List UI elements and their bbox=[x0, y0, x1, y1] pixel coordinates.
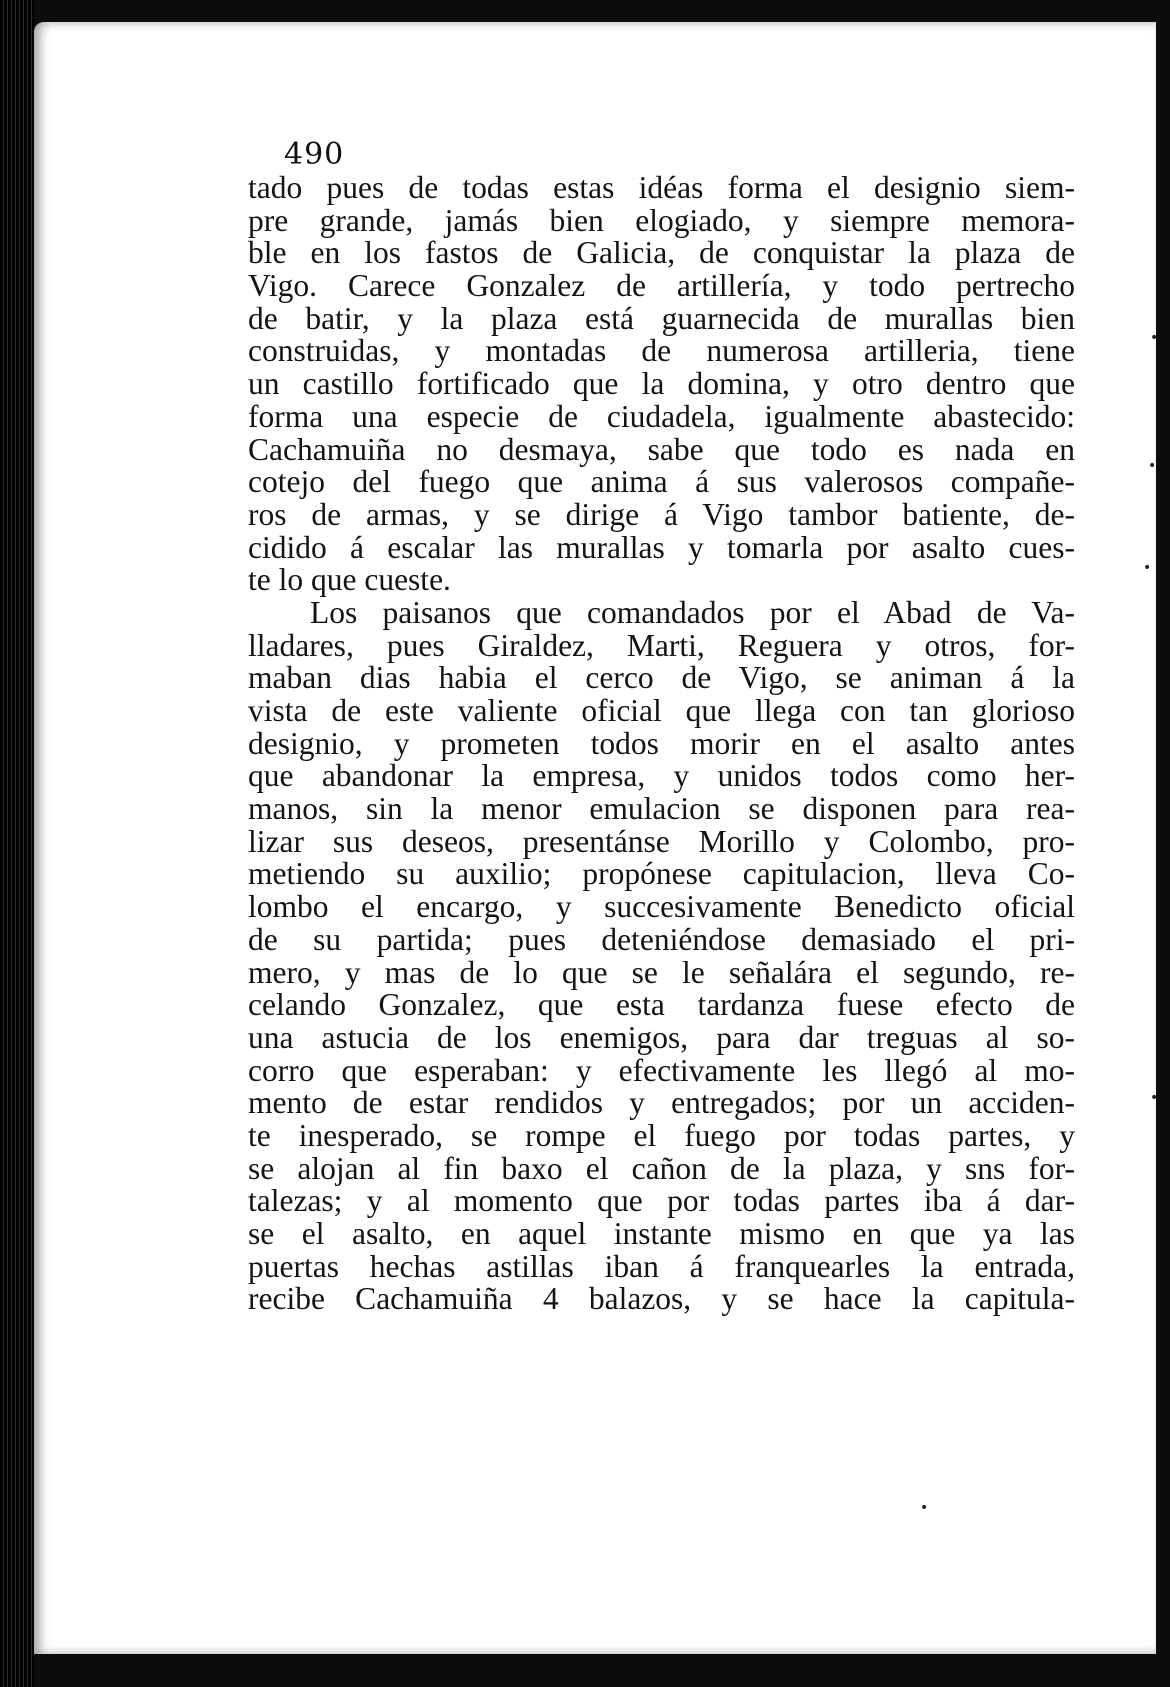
body-text bbox=[248, 172, 1075, 1316]
margin-speck: • bbox=[1143, 560, 1152, 576]
text-line: designio, y prometen todos morir en el asalto antes bbox=[248, 725, 1075, 761]
text-line: de su partida; pues deteniéndose demasiado el pri- bbox=[248, 921, 1075, 957]
text-line: ble en los fastos de Galicia, de conquistar la plaza de bbox=[248, 235, 1075, 271]
text-line: recibe Cachamuiña 4 balazos, y se hace la capitula- bbox=[248, 1281, 1075, 1317]
text-line: un castillo fortificado que la domina, y otro dentro que bbox=[248, 366, 1075, 402]
margin-speck: • bbox=[920, 1500, 929, 1516]
text-line: talezas; y al momento que por todas partes iba á dar- bbox=[248, 1183, 1075, 1219]
text-line: pre grande, jamás bien elogiado, y siempre memora- bbox=[248, 202, 1075, 238]
text-line: una astucia de los enemigos, para dar treguas al so- bbox=[248, 1019, 1075, 1055]
text-line: Vigo. Carece Gonzalez de artillería, y todo pertrecho bbox=[248, 268, 1075, 304]
text-line: ros de armas, y se dirige á Vigo tambor batiente, de- bbox=[248, 496, 1075, 532]
text-line: celando Gonzalez, que esta tardanza fuese efecto de bbox=[248, 987, 1075, 1023]
text-line: mento de estar rendidos y entregados; por un acciden- bbox=[248, 1085, 1075, 1121]
text-line: Cachamuiña no desmaya, sabe que todo es nada en bbox=[248, 431, 1075, 467]
text-line: mero, y mas de lo que se le señalára el segundo, re- bbox=[248, 954, 1075, 990]
text-line: se el asalto, en aquel instante mismo en que ya las bbox=[248, 1216, 1075, 1251]
text-line: metiendo su auxilio; propónese capitulacion, lleva Co- bbox=[248, 856, 1075, 892]
page-number: 490 bbox=[284, 137, 345, 172]
text-line: lladares, pues Giraldez, Marti, Reguera y otros, for- bbox=[248, 627, 1075, 663]
margin-speck: • bbox=[1148, 458, 1157, 474]
text-line: lombo el encargo, y succesivamente Benedicto oficial bbox=[248, 889, 1075, 925]
text-line: de batir, y la plaza está guarnecida de murallas bien bbox=[248, 300, 1075, 336]
book-binding-edge bbox=[0, 0, 34, 1687]
text-line: te inesperado, se rompe el fuego por todas partes, y bbox=[248, 1117, 1075, 1153]
text-line: te lo que cueste. bbox=[248, 562, 451, 598]
text-line: cotejo del fuego que anima á sus valerosos compañe- bbox=[248, 464, 1075, 500]
text-line: cidido á escalar las murallas y tomarla por asalto cues- bbox=[248, 529, 1075, 565]
margin-speck: • bbox=[1150, 1090, 1159, 1106]
text-line: puertas hechas astillas iban á franquearles la entrada, bbox=[248, 1248, 1075, 1284]
text-line: maban dias habia el cerco de Vigo, se animan á la bbox=[248, 660, 1075, 696]
text-line: corro que esperaban: y efectivamente les llegó al mo- bbox=[248, 1052, 1075, 1088]
text-line: que abandonar la empresa, y unidos todos como her- bbox=[248, 758, 1075, 794]
text-line: manos, sin la menor emulacion se disponen para rea- bbox=[248, 791, 1075, 827]
text-line: lizar sus deseos, presentánse Morillo y Colombo, pro- bbox=[248, 823, 1075, 859]
text-line: vista de este valiente oficial que llega con tan glorioso bbox=[248, 693, 1075, 728]
margin-speck: • bbox=[1150, 330, 1159, 346]
text-line: se alojan al fin baxo el cañon de la plaza, y sns for- bbox=[248, 1150, 1075, 1186]
text-line: construidas, y montadas de numerosa artilleria, tiene bbox=[248, 333, 1075, 369]
text-line: Los paisanos que comandados por el Abad de Va- bbox=[310, 594, 1075, 630]
text-line: tado pues de todas estas idéas forma el designio siem- bbox=[248, 170, 1075, 205]
text-line: forma una especie de ciudadela, igualmente abastecido: bbox=[248, 398, 1075, 434]
